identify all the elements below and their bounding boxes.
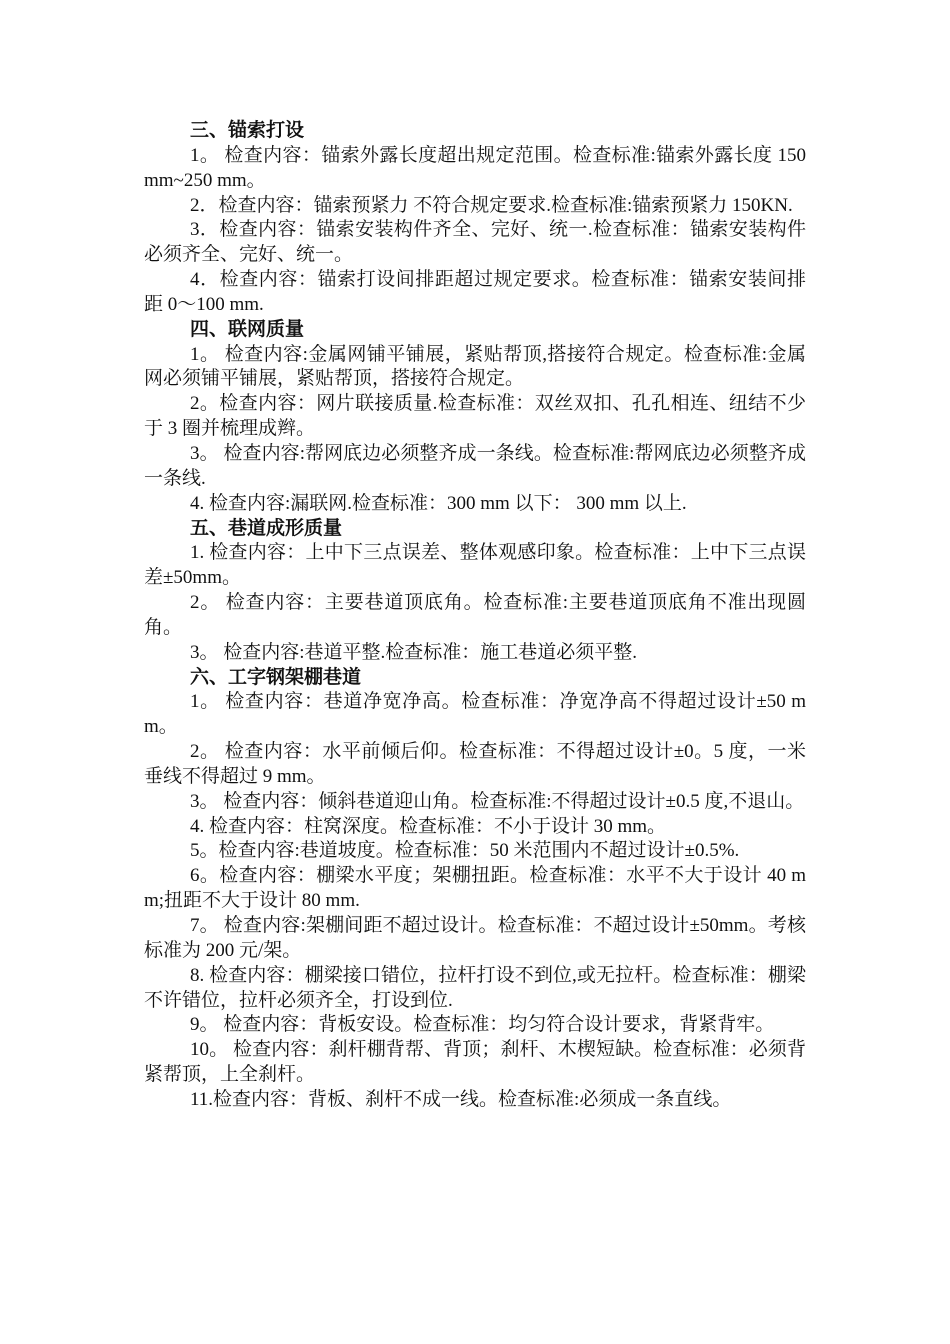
list-item: 4. 检查内容:漏联网.检查标准：300 mm 以下： 300 mm 以上. — [190, 492, 687, 514]
section-heading-roadway-forming: 五、巷道成形质量 — [190, 517, 343, 539]
list-item: 7。 检查内容:架棚间距不超过设计。检查标准：不超过设计±50mm。考核标准为 200 元/架。 — [144, 915, 806, 961]
list-item: 2．检查内容：锚索预紧力 不符合规定要求.检查标准:锚索预紧力 150KN. — [190, 194, 793, 216]
document-page — [144, 119, 806, 1113]
section-heading-mesh-quality: 四、联网质量 — [190, 318, 305, 340]
list-item: 8. 检查内容：棚梁接口错位，拉杆打设不到位,或无拉杆。检查标准：棚梁不许错位，拉杆必须齐全，打设到位. — [144, 964, 806, 1011]
list-item: 6。检查内容：棚梁水平度；架棚扭距。检查标准：水平不大于设计 40 mm;扭距不大于设计 80 mm. — [144, 865, 806, 912]
list-item: 3。 检查内容：倾斜巷道迎山角。检查标准:不得超过设计±0.5 度,不退山。 — [190, 790, 805, 812]
list-item: 3。 检查内容:巷道平整.检查标准：施工巷道必须平整. — [190, 641, 638, 663]
list-item: 2。检查内容：网片联接质量.检查标准：双丝双扣、孔孔相连、纽结不少于 3 圈并梳理成辫。 — [144, 393, 806, 440]
list-item: 2。 检查内容：水平前倾后仰。检查标准：不得超过设计±0。5 度，一米垂线不得超过 9 mm。 — [144, 741, 806, 787]
list-item: 1。 检查内容:金属网铺平铺展，紧贴帮顶,搭接符合规定。检查标准:金属网必须铺平铺展，紧贴帮顶，搭接符合规定。 — [144, 343, 806, 390]
list-item: 11.检查内容：背板、刹杆不成一线。检查标准:必须成一条直线。 — [190, 1088, 732, 1110]
list-item: 4. 检查内容：柱窝深度。检查标准：不小于设计 30 mm。 — [190, 815, 667, 837]
section-heading-anchor-cable: 三、锚索打设 — [190, 120, 305, 141]
list-item: 5。检查内容:巷道坡度。检查标准：50 米范围内不超过设计±0.5%. — [190, 840, 740, 862]
section-heading-steel-arch-roadway: 六、工字钢架棚巷道 — [190, 666, 362, 688]
list-item: 10。 检查内容：刹杆棚背帮、背顶；刹杆、木楔短缺。检查标准：必须背紧帮顶，上全刹杆。 — [144, 1039, 806, 1086]
list-item: 1。 检查内容：巷道净宽净高。检查标准：净宽净高不得超过设计±50 mm。 — [144, 691, 806, 738]
list-item: 3．检查内容：锚索安装构件齐全、完好、统一.检查标准：锚索安装构件必须齐全、完好、统一。 — [144, 219, 806, 266]
list-item: 9。 检查内容：背板安设。检查标准：均匀符合设计要求，背紧背牢。 — [190, 1014, 775, 1036]
list-item: 4．检查内容：锚索打设间排距超过规定要求。检查标准：锚索安装间排距 0～100 mm. — [144, 269, 806, 315]
list-item: 1。 检查内容：锚索外露长度超出规定范围。检查标准:锚索外露长度 150 mm~250 mm。 — [144, 144, 806, 191]
list-item: 1. 检查内容：上中下三点误差、整体观感印象。检查标准：上中下三点误差±50mm。 — [144, 542, 806, 589]
list-item: 3。 检查内容:帮网底边必须整齐成一条线。检查标准:帮网底边必须整齐成一条线. — [144, 442, 806, 489]
list-item: 2。 检查内容：主要巷道顶底角。检查标准:主要巷道顶底角不准出现圆角。 — [144, 592, 806, 638]
